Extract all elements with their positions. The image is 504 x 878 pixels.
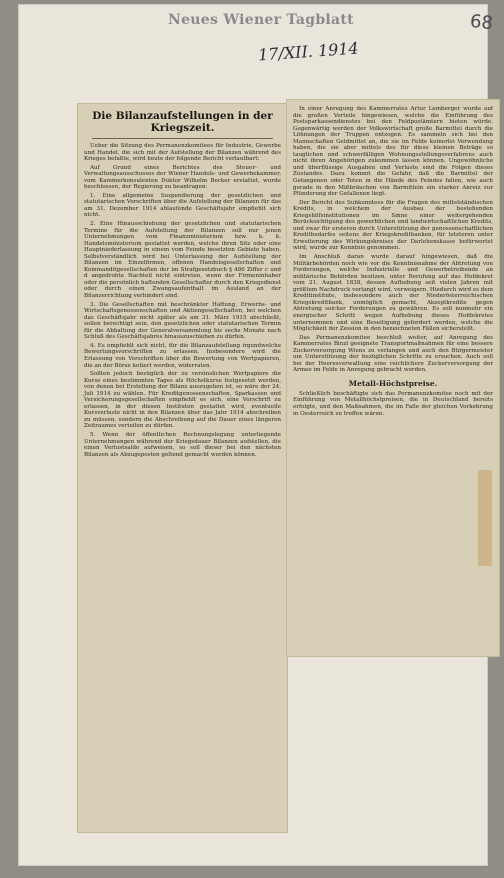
article-paragraph: 4. Es empfiehlt sich nicht, für die Bilanzaufstellung irgendwelche Bewertungsvorschriften zu erlassen. Insbesondere wird die Erlassung von Vorschriften über die Bewertung von Wertpapieren, die an der Börse kotiert werden, widerraten. — [84, 342, 281, 369]
paper-stain — [478, 470, 492, 566]
newspaper-masthead: Neues Wiener Tagblatt — [168, 12, 354, 28]
clipping-right-column — [287, 100, 499, 656]
article-paragraph: Ueber die Sitzung des Permanenzkomitees für Industrie, Gewerbe und Handel, die sich mit der Aufstellung der Bilanzen während des Krieges befaßte, wird heute der folgende Bericht verlautbart: — [84, 143, 281, 163]
clipping-left-column — [78, 104, 287, 832]
article-paragraph: Das Permanenzkomitee beschloß weiter, auf Anregung des Kammerrates Binzl geeignete Transportmaßnahmen für eine bessere Zuckerversorgung Wiens zu verlangen und auch den Bürgermeister um Unterstützung der bezüglichen Schritte zu ersuchen. Auch soll bei der Heeresverwaltung eine reichlichere Zuckerversorgung der Armee im Felde in Anregung gebracht werden. — [293, 334, 493, 374]
article-paragraph: 1. Eine allgemeine Suspendierung der gesetzlichen und statutarischen Vorschriften über die Aufstellung der Bilanzen für das am 31. Dezember 1914 ablaufende Geschäftsjahr empfiehlt sich nicht. — [84, 192, 281, 219]
article-paragraph: Im Anschluß daran wurde darauf hingewiesen, daß die Militärbehörden noch wie vor die Kenntnisnahme der Abtretung von Forderungen, welche Industrielle und Gewerbetreibende an militärische Behörden besitzen, unter Berufung auf das Hofdekret vom 21. August 1838, dessen Aufhebung seit vielen Jahren mit größtem Nachdruck verlangt wird, verweigern. Hiedurch wird es dem Kreditinstitute, insbesondere auch der Niederösterreichischen Kriegskreditbank, unmöglich gemacht, Akzeptkredite gegen Abtretung solcher Forderungen zu gewähren. Es soll nunmehr ein energischer Schritt wegen Aufhebung dieses Hofdekretes unternommen und eine Beseitigung gefordert werden, welche die Möglichkeit der Zession in den bezeichneten Fällen sicherstellt. — [293, 254, 493, 333]
metal-prices-subheading: Metall-Höchstpreise. — [348, 378, 438, 388]
article-paragraph: Der Bericht des Subkomitees für die Fragen des mittelständischen Kredits, in welchem der Ausbau der bestehenden Kriegshilfsinstitutionen im Sinne einer weitergehenden Berücksichtigung des gewerblichen und landwirtschaftlichen Kredits, und zwar für ersteren durch Unterstützung der genossenschaftlichen Kreditbedarfes seitens der Kriegskreditbanken, für letzteren unter Erweiterung des Wirkungskreises der Darlehenskasse befürwortet wird, wurde zur Kenntnis genommen. — [293, 199, 493, 252]
page-number: 68 — [468, 10, 494, 35]
article-paragraph: 5. Wenn der öffentlichen Rechnungslegung unterliegende Unternehmungen während der Kriegsdauer Bilanzen aufstellen, die einen Verlustsaldo aufweisen, so soll dieser bei den nächsten Bilanzen als Abzugsposten geltend gemacht werden können. — [84, 431, 281, 458]
article-paragraph: Schließlich beschäftigte sich das Permanenzkomitee noch mit der Einführung von Metallhöchstpreisen, die in Deutschland bereits erfolgte, und den Maßnahmen, die im Falle der gleichen Vorkehrung in Oesterreich zu treffen wären. — [293, 390, 493, 417]
headline-rule — [92, 138, 273, 139]
article-paragraph: 2. Eine Hinausschiebung der gesetzlichen und statutarischen Termine für die Aufstellung der Bilanzen soll nur jenen Unternehmungen vom Finanzministerium bzw. k. k. Handelsministerium gestattet werden, welche ihren Sitz oder eine Hauptniederlassung in einem vom Feinde besetzten Gebiete haben. Selbstverständlich wird bei Unterlassung der Aufstellung der Bilanzen im Einzelfirmen, offenen Handelsgesellschaften und Kommanditgesellschaften der im Strafgesetzbuch § 486 Ziffer c und d angedrohte Nachteil nicht eintreten, wenn der Firmeninhaber oder die persönlich haftenden Gesellschafter durch den Kriegsdienst oder durch einen Zwangsaufenthalt im Ausland an der Bilanzerrichtung verhindert sind. — [84, 221, 281, 300]
article-paragraph: Auf Grund eines Berichtes des Steuer- und Verwaltungsausschusses der Wiener Handels- und Gewerbekammer, vom Kammerkonsulenten Doktor Wilhelm Becker erstattet, wurde beschlossen, der Regierung zu beantragen: — [84, 164, 281, 191]
article-paragraph: Sollten jedoch bezüglich der zu verzinslichen Wertpapiere die Kurse eines bestimmten Tages als Höchstkurse festgesetzt werden, von denen bei Erstellung der Bilanz auszugehen ist, so wäre der 24. Juli 1914 zu wählen. Für Kreditgenossenschaften, Sparkassen und Versicherungsgesellschaften empfiehlt es sich, eine Vorschrift zu erlassen, in der diesen Instituten gestattet wird, eventuelle Kursverluste nicht in den Bilanzen über das Jahr 1914 abschreiben zu müssen, sondern die Abschreibung auf die Dauer eines längeren Zeitraumes verteilen zu dürfen. — [84, 371, 281, 430]
article-headline: Die Bilanzaufstellungen in der Kriegszeit. — [92, 110, 273, 134]
article-paragraph: 3. Die Gesellschaften mit beschränkter Haftung, Erwerbs- und Wirtschaftsgenossenschaften und Aktiengesellschaften, bei welchen das Geschäftsjahr nicht später als am 31. März 1915 abschließt, sollen berechtigt sein, den gesetzlichen oder statutarischen Termin für die Abhaltung der Generalversammlung bis sechs Monate nach Schluß des Geschäftsjahres hinauszuschieben zu dürfen. — [84, 301, 281, 341]
article-paragraph: In einer Anregung des Kammerrates Artur Lemberger wurde auf die großen Vorteile hingewiesen, welche die Einführung des Postsparkassendienstes bei den Feldpostämtern bieten würde. Gegenwärtig werden der Volkswirtschaft große Barmittel durch die Löhnungen der Truppen entzogen. Es sammeln sich bei den Mannschaften Geldmittel an, die sie im Felde keinerlei Verwendung haben, die sie aber mittels des für diese kleinen Beträge so tauglichen und schwerfälligen Wohnungsstellungsverfahrens auch nicht ihren Angehörigen zukommen lassen können. Ungewöhnliche und überflüssige Ausgaben und Verluste sind die Folgen dieses Zustandes. Dazu kommt die Gefahr, daß die Barmittel der Gefangenen oder Toten in die Hände des Feindes fallen, wie auch gerade in den Mißbräuchen von Barmitteln ein starker Anreiz zur Plünderung der Gefallenen liegt. — [293, 106, 493, 198]
handwritten-date: 17/XII. 1914 — [257, 38, 360, 65]
